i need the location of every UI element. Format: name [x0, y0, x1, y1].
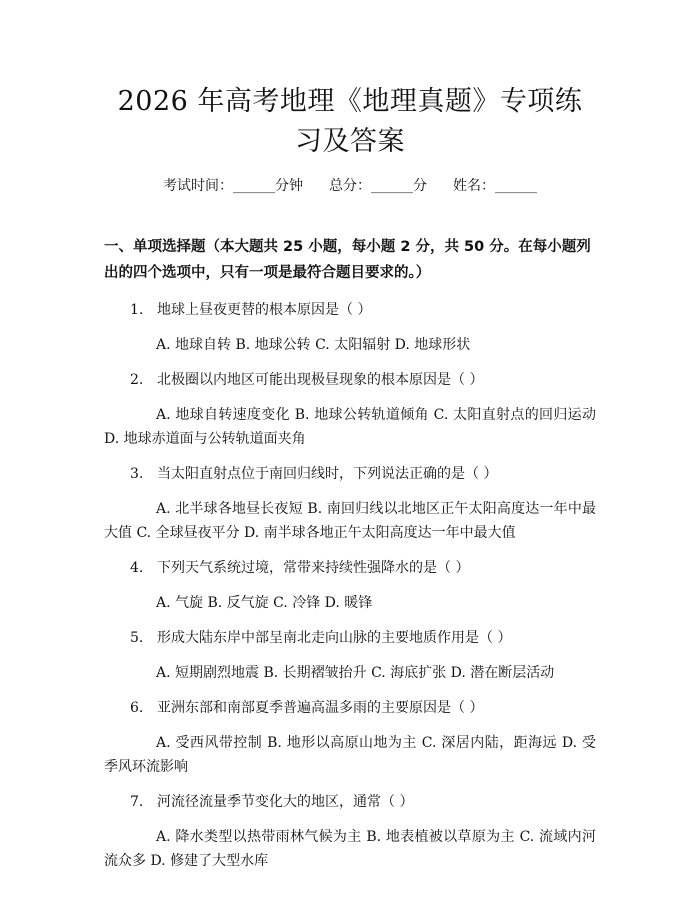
question-options: A. 气旋 B. 反气旋 C. 冷锋 D. 暖锋: [156, 595, 373, 611]
question-stem: [104, 628, 596, 650]
question-options: A. 地球自转 B. 地球公转 C. 太阳辐射 D. 地球形状: [156, 337, 471, 353]
question-options: A. 受西风带控制 B. 地形以高原山地为主 C. 深居内陆，距海远 D. 受季风环流影响: [104, 735, 596, 775]
question-number: 5.: [130, 630, 144, 646]
student-name: 姓名：______: [453, 178, 537, 194]
section-heading: 一、单项选择题（本大题共 25 小题，每小题 2 分，共 50 分。在每小题列出的四个选项中，只有一项是最符合题目要求的。）: [104, 239, 591, 281]
question-text: 地球上昼夜更替的根本原因是（ ）: [157, 302, 372, 318]
question-options: A. 降水类型以热带雨林气候为主 B. 地表植被以草原为主 C. 流域内河流众多 D. 修建了大型水库: [104, 829, 596, 869]
question-stem: [104, 792, 596, 814]
question-item: [104, 370, 596, 451]
question-stem: [104, 464, 596, 486]
question-stem: [104, 300, 596, 322]
question-number: 2.: [130, 372, 144, 388]
question-number: 3.: [130, 466, 144, 482]
question-item: [104, 464, 596, 545]
exam-time: 考试时间：______分钟: [163, 178, 303, 194]
document-title: 2026 年高考地理《地理真题》专项练习及答案: [117, 86, 583, 157]
question-text: 北极圈以内地区可能出现极昼现象的根本原因是（ ）: [157, 372, 484, 388]
question-options: A. 短期剧烈地震 B. 长期褶皱抬升 C. 海底扩张 D. 潜在断层活动: [156, 665, 555, 681]
question-item: [104, 628, 596, 685]
question-item: [104, 558, 596, 615]
exam-meta: [104, 176, 596, 196]
question-list: [104, 300, 596, 873]
question-text: 当太阳直射点位于南回归线时，下列说法正确的是（ ）: [157, 466, 498, 482]
question-stem: [104, 370, 596, 392]
question-item: [104, 698, 596, 779]
question-text: 下列天气系统过境，常带来持续性强降水的是（ ）: [157, 560, 470, 576]
question-number: 7.: [130, 794, 144, 810]
question-stem: [104, 698, 596, 720]
question-number: 1.: [130, 302, 144, 318]
question-text: 河流径流量季节变化大的地区，通常（ ）: [157, 794, 414, 810]
question-options: A. 地球自转速度变化 B. 地球公转轨道倾角 C. 太阳直射点的回归运动 D. 地球赤道面与公转轨道面夹角: [104, 407, 596, 447]
question-number: 6.: [130, 700, 144, 716]
exam-total-score: 总分：______分: [329, 178, 427, 194]
question-options: A. 北半球各地昼长夜短 B. 南回归线以北地区正午太阳高度达一年中最大值 C. 全球昼夜平分 D. 南半球各地正午太阳高度达一年中最大值: [104, 501, 596, 541]
question-item: [104, 300, 596, 357]
question-stem: [104, 558, 596, 580]
question-item: [104, 792, 596, 873]
question-text: 形成大陆东岸中部呈南北走向山脉的主要地质作用是（ ）: [157, 630, 512, 646]
question-number: 4.: [130, 560, 144, 576]
question-text: 亚洲东部和南部夏季普遍高温多雨的主要原因是（ ）: [157, 700, 484, 716]
